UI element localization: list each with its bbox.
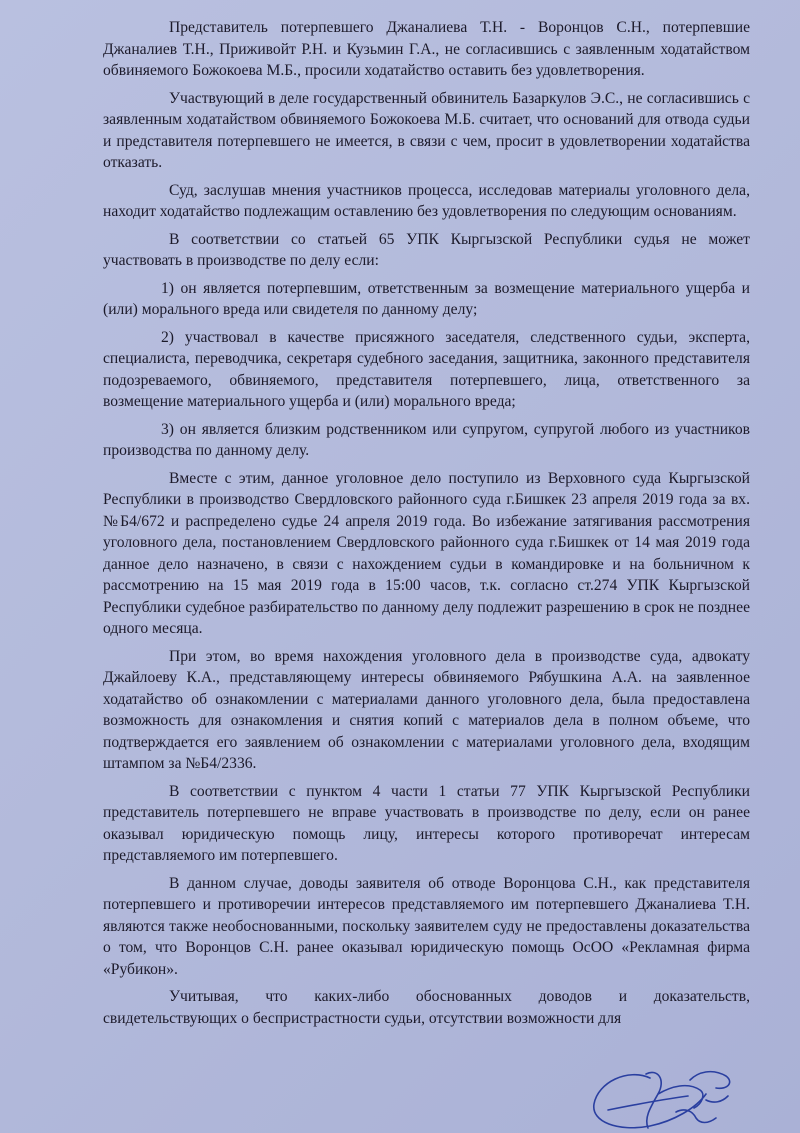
paragraph-case-receipt: Вместе с этим, данное уголовное дело поступило из Верховного суда Кыргызской Республики в производство Свердловского районного суда г.Бишкек 23 апреля 2019 года за вх.№Б4/672 и распределено судье 24 апреля 2019 года. Во избежание затягивания рассмотрения уголовного дела, постановлением Свердловского районного суда г.Бишкек от 14 мая 2019 года данное дело назначено, в связи с нахождением судьи в командировке и на больничном к рассмотрению на 15 мая 2019 года в 15:00 часов, т.к. согласно ст.274 УПК Кыргызской Республики судебное разбирательство по данному делу подлежит разрешению в срок не позднее одного месяца. <box>103 469 750 637</box>
paragraph-article-77: В соответствии с пунктом 4 части 1 статьи 77 УПК Кыргызской Республики представитель потерпевшего не вправе участвовать в производстве по делу, если он ранее оказывал юридическую помощь лицу, интересы которого противоречат интересам представляемого им потерпевшего. <box>103 782 750 864</box>
list-item-3: 3) он является близким родственником или супругом, супругой любого из участников производства по данному делу. <box>103 420 750 459</box>
paragraph-conclusion-start: Учитывая, что каких-либо обоснованных доводов и доказательств, свидетельствующих о беспристрастности судьи, отсутствии возможности для <box>103 988 750 1027</box>
paragraph-representative-objection: Представитель потерпевшего Джаналиева Т.Н. - Воронцов С.Н., потерпевшие Джаналиев Т.Н., Приживойт Р.Н. и Кузьмин Г.А., не согласившись с заявленным ходатайством обвиняемого Божокоева М.Б., просили ходатайство оставить без удовлетворения. <box>103 19 750 79</box>
signature-image <box>588 1060 748 1133</box>
list-item-2: 2) участвовал в качестве присяжного заседателя, следственного судьи, эксперта, специалиста, переводчика, секретаря судебного заседания, защитника, законного представителя подозреваемого, обвиняемого, представителя потерпевшего, лица, ответственного за возмещение материального ущерба и (или) морального вреда; <box>103 328 750 410</box>
paragraph-court-finding: Суд, заслушав мнения участников процесса, исследовав материалы уголовного дела, находит ходатайство подлежащим оставлению без удовлетворения по следующим основаниям. <box>103 181 750 220</box>
paragraph-vorontsov-arguments: В данном случае, доводы заявителя об отводе Воронцова С.Н., как представителя потерпевшего и противоречии интересов представляемого им потерпевшего Джаналиева Т.Н. являются также необоснованными, поскольку заявителем суду не предоставлены доказательства о том, что Воронцов С.Н. ранее оказывал юридическую помощь ОсОО «Рекламная фирма «Рубикон». <box>103 874 750 978</box>
paragraph-lawyer-access: При этом, во время нахождения уголовного дела в производстве суда, адвокату Джайлоеву К.А., представляющему интересы обвиняемого Рябушкина А.А. на заявленное ходатайство об ознакомлении с материалами данного уголовного дела, была предоставлена возможность для ознакомления и снятия копий с материалов дела в полном объеме, что подтверждается его заявлением об ознакомлении с материалами уголовного дела, входящим штампом за №Б4/2336. <box>103 647 750 772</box>
document-body <box>103 17 750 1035</box>
list-item-1: 1) он является потерпевшим, ответственным за возмещение материального ущерба и (или) морального вреда или свидетеля по данному делу; <box>103 279 750 318</box>
paragraph-prosecutor-position: Участвующий в деле государственный обвинитель Базаркулов Э.С., не согласившись с заявленным ходатайством обвиняемого Божокоева М.Б. считает, что оснований для отвода судьи и представителя потерпевшего не имеется, в связи с чем, просит в удовлетворении ходатайства отказать. <box>103 89 750 171</box>
paragraph-article-65: В соответствии со статьей 65 УПК Кыргызской Республики судья не может участвовать в производстве по делу если: <box>103 230 750 269</box>
